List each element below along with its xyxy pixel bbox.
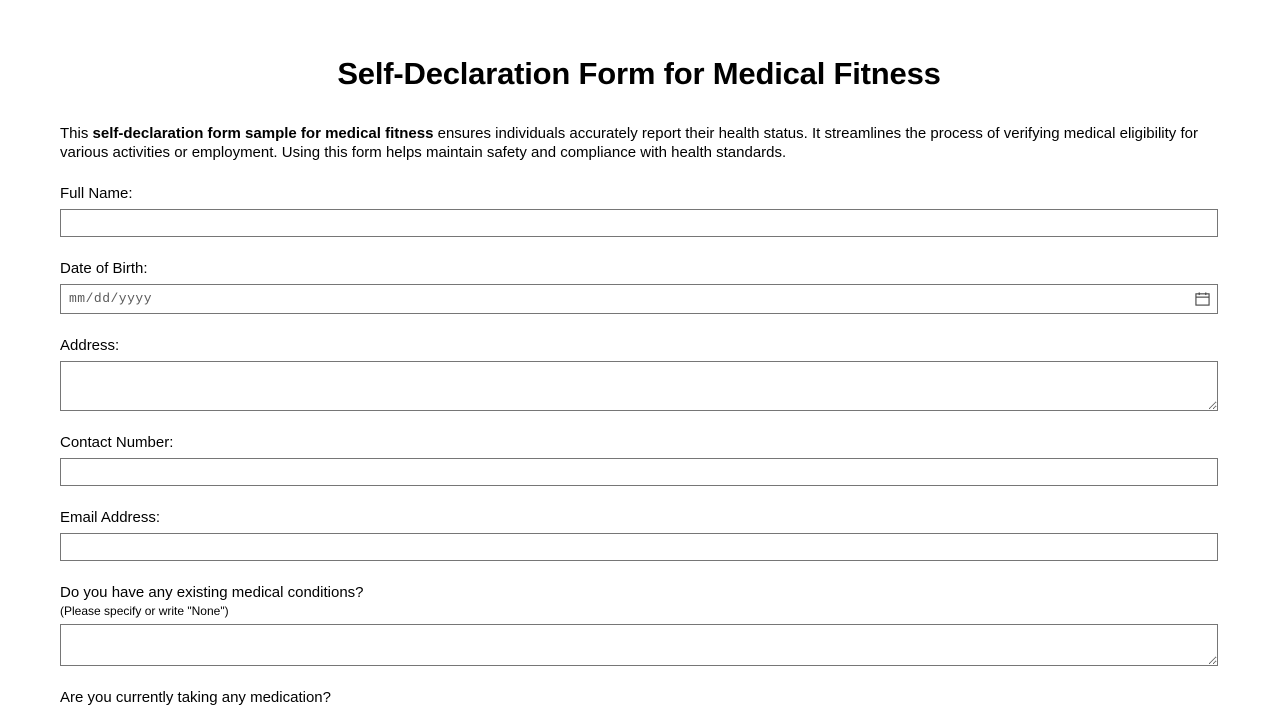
intro-paragraph bbox=[60, 124, 1218, 162]
date-of-birth-input[interactable]: mm/dd/yyyy bbox=[60, 284, 1218, 314]
medication-label: Are you currently taking any medication? bbox=[60, 689, 331, 706]
calendar-icon[interactable] bbox=[1195, 292, 1210, 307]
address-label: Address: bbox=[60, 337, 120, 354]
date-of-birth-field[interactable] bbox=[60, 284, 1218, 314]
medical-conditions-input[interactable] bbox=[60, 624, 1218, 666]
intro-text-before: This bbox=[60, 125, 93, 142]
contact-number-input[interactable] bbox=[60, 458, 1218, 486]
date-of-birth-label: Date of Birth: bbox=[60, 260, 148, 277]
email-address-input[interactable] bbox=[60, 533, 1218, 561]
medical-conditions-label: Do you have any existing medical conditions? bbox=[60, 584, 364, 601]
full-name-label: Full Name: bbox=[60, 185, 133, 202]
full-name-input[interactable] bbox=[60, 209, 1218, 237]
intro-text-bold: self-declaration form sample for medical fitness bbox=[92, 125, 434, 142]
medical-conditions-sub-label: (Please specify or write "None") bbox=[60, 604, 229, 618]
address-input[interactable] bbox=[60, 361, 1218, 411]
page-title: Self-Declaration Form for Medical Fitness bbox=[337, 56, 941, 91]
intro-text-after: ensures individuals accurately report their health status. It streamlines the process of verifying medical eligibility for various activities or employment. Using this form helps maintain safety and compliance with health standards. bbox=[60, 125, 1198, 161]
contact-number-label: Contact Number: bbox=[60, 434, 174, 451]
email-address-label: Email Address: bbox=[60, 509, 161, 526]
